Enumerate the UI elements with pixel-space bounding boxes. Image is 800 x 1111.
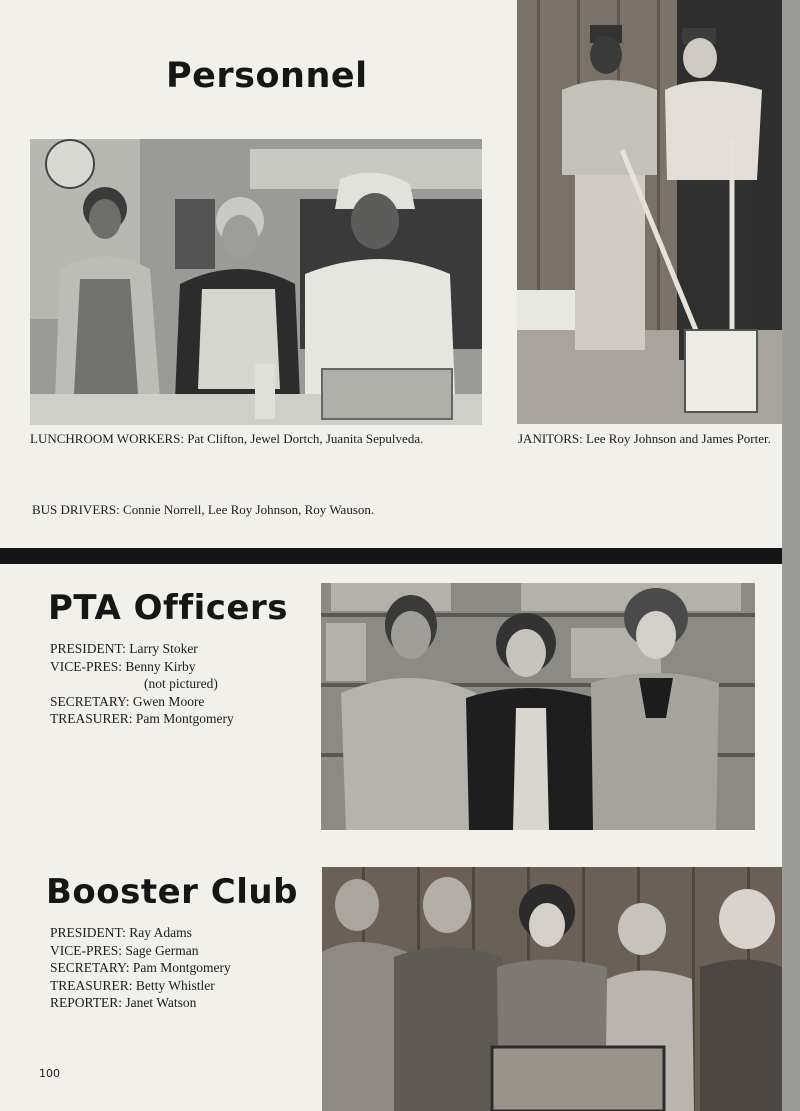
janitors-photo [517, 0, 782, 424]
page-title: Personnel [166, 56, 368, 96]
pta-secretary: SECRETARY: Gwen Moore [50, 693, 205, 709]
booster-club-heading: Booster Club [46, 872, 298, 912]
pta-president: PRESIDENT: Larry Stoker [50, 641, 198, 656]
janitors-photo-art [517, 0, 782, 424]
janitors-caption: JANITORS: Lee Roy Johnson and James Porter. [518, 431, 771, 446]
booster-president: PRESIDENT: Ray Adams [50, 925, 192, 940]
lunchroom-photo-art [30, 139, 482, 425]
pta-officers-heading: PTA Officers [48, 588, 288, 628]
pta-treasurer: TREASURER: Pam Montgomery [50, 711, 234, 726]
booster-secretary: SECRETARY: Pam Montgomery [50, 960, 231, 975]
booster-vice-president: VICE-PRES: Sage German [50, 942, 199, 958]
pta-officers-list [50, 640, 234, 728]
booster-reporter: REPORTER: Janet Watson [50, 995, 197, 1010]
booster-club-photo [322, 867, 782, 1111]
page-number: 100 [39, 1067, 60, 1080]
pta-photo-art [321, 583, 755, 830]
bus-drivers-caption: BUS DRIVERS: Connie Norrell, Lee Roy Johnson, Roy Wauson. [32, 502, 375, 517]
pta-officers-photo [321, 583, 755, 830]
section-divider [0, 548, 782, 564]
booster-club-list [50, 924, 231, 1012]
pta-not-pictured-note: (not pictured) [144, 676, 218, 691]
booster-treasurer: TREASURER: Betty Whistler [50, 977, 215, 993]
lunchroom-caption: LUNCHROOM WORKERS: Pat Clifton, Jewel Dortch, Juanita Sepulveda. [30, 431, 424, 446]
lunchroom-workers-photo [30, 139, 482, 425]
booster-photo-art [322, 867, 782, 1111]
pta-vice-president: VICE-PRES: Benny Kirby [50, 658, 196, 674]
page-edge [782, 0, 800, 1111]
